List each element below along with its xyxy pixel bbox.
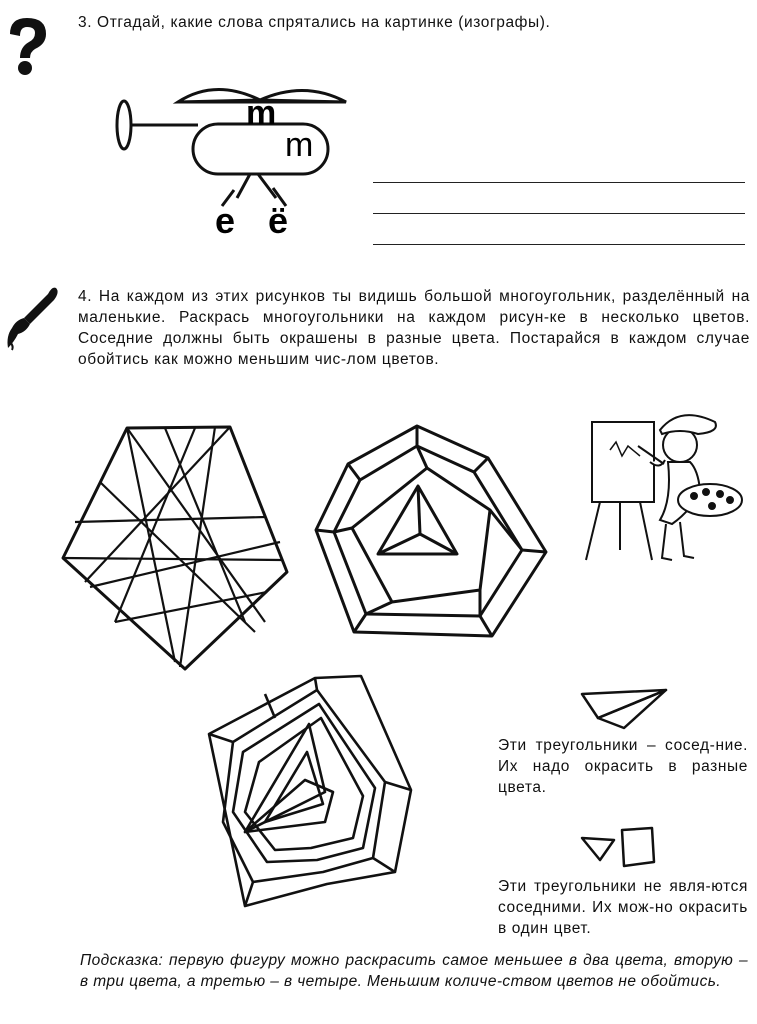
painter-illustration [580, 400, 750, 570]
answer-line-3[interactable] [373, 244, 745, 245]
hint-text: Подсказка: первую фигуру можно раскрасить самое меньшее в два цвета, вторую – в три цвета, а третью – в четыре. Меньшим количе-ством цветов не обойтись. [80, 952, 748, 990]
answer-line-1[interactable] [373, 182, 745, 183]
note-not-neighbors: Эти треугольники не явля-ются соседними. Их мож-но окрасить в один цвет. [498, 878, 748, 937]
question-mark-icon [2, 14, 52, 76]
figure-heptagon[interactable] [312, 422, 552, 642]
helicopter-isograph [110, 78, 355, 243]
letter-m-body: m [285, 126, 314, 164]
adjacent-triangles [578, 686, 670, 730]
answer-line-2[interactable] [373, 213, 745, 214]
letter-e: e [215, 200, 236, 241]
letter-yo: ё [268, 200, 289, 241]
figure-pentagon[interactable] [55, 422, 295, 677]
figure-irregular[interactable] [205, 672, 417, 910]
non-adjacent-triangles [580, 824, 656, 870]
note-neighbors: Эти треугольники – сосед-ние. Их надо окрасить в разные цвета. [498, 737, 748, 796]
task3-text: 3. Отгадай, какие слова спрятались на картинке (изографы). [78, 14, 551, 31]
task4-text: 4. На каждом из этих рисунков ты видишь большой многоугольник, разделённый на маленькие. Раскрась многоугольники на каждом рисун-ке в несколько цветов. Соседние должны быть окрашены в разные цвета. Постарайся в каждом случае обойтись как можно меньшим чис-лом цветов. [78, 288, 750, 368]
paintbrush-icon [4, 284, 62, 352]
letter-m-top: m [246, 94, 277, 132]
